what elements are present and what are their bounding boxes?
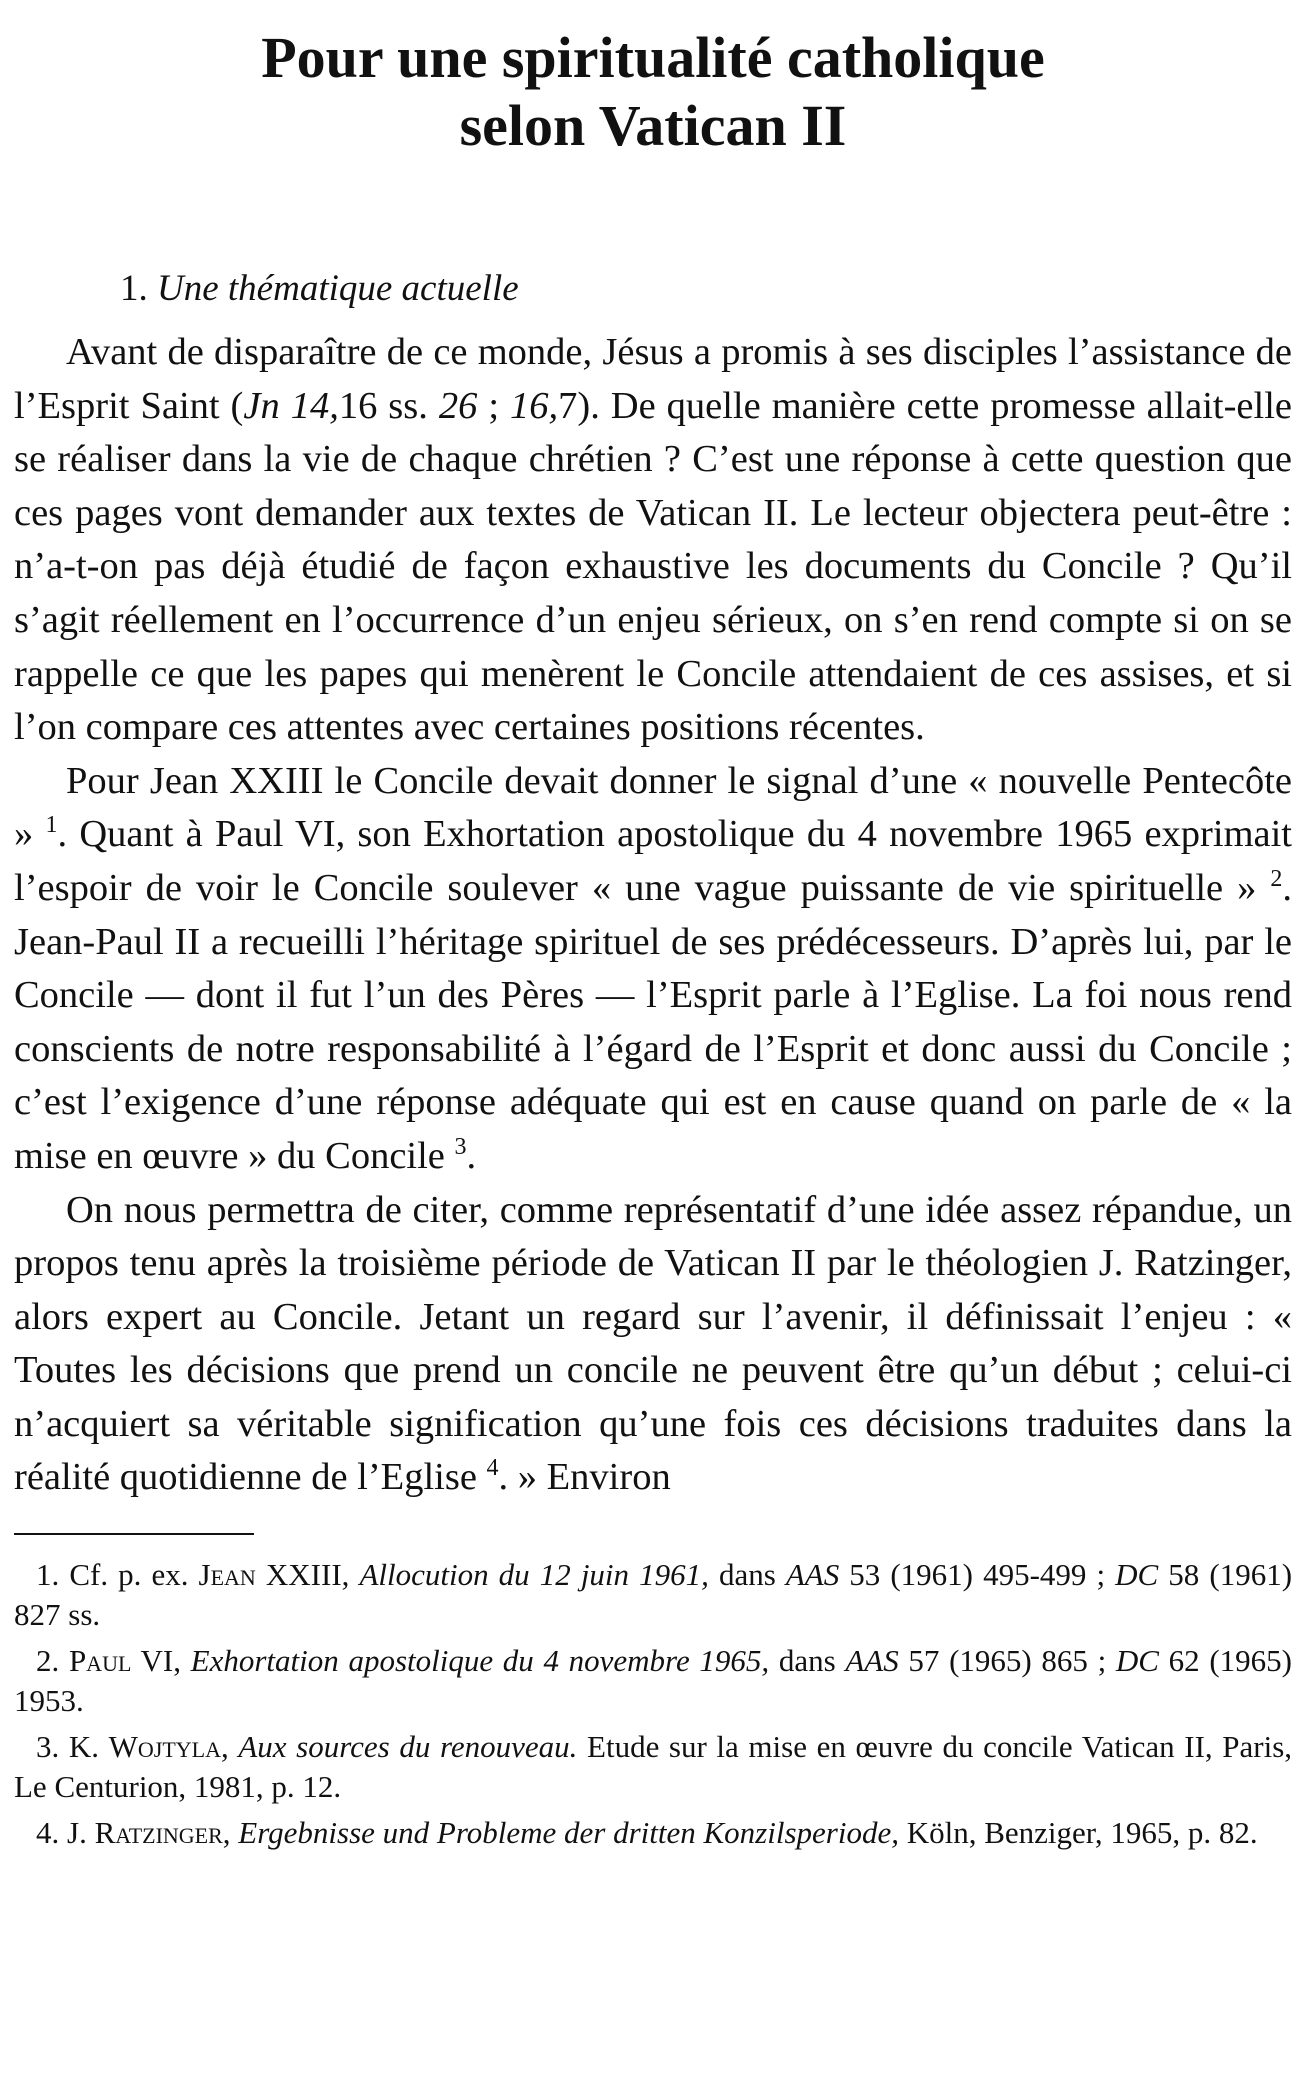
footnote-text: , [222,1815,239,1851]
paragraph-3-text: On nous permettra de citer, comme représentatif d’une idée assez répandue, un propos tenu après la troisième période de Vatican II par le théologien J. Ratzinger, alors expert au Concile. Jetant un regard sur l’avenir, il définissait l’enjeu : « Toutes les décisions que prend un concile ne peuvent être qu’un début ; celui-ci n’acquiert sa véritable signification qu’une fois ces décisions traduites dans la réalité quotidienne de l’Eglise [14,1188,1292,1499]
footnote-text: 57 (1965) 865 ; [898,1643,1116,1679]
body-text [14,326,1292,1505]
section-heading [120,264,1292,314]
footnote-work-title: Aux sources du renouveau. [238,1729,578,1765]
footnote-author: Jean [198,1557,256,1593]
paragraph-2-text: . Jean-Paul II a recueilli l’héritage spirituel de ses prédécesseurs. D’après lui, par le Concile — dont il fut l’un des Pères — l’Esprit parle à l’Eglise. La foi nous rend conscients de notre responsabilité à l’égard de l’Esprit et donc aussi du Concile ; c’est l’exigence d’une réponse adéquate qui est en cause quand on parle de « la mise en œuvre » du Concile [14,866,1292,1177]
footnote-text: VI, [131,1643,191,1679]
journal-name: AAS [845,1643,899,1679]
paragraph-1-text: 16 ss. [338,384,439,427]
section-title: Une thématique actuelle [157,268,519,309]
scripture-reference: Jn 14, [243,384,339,427]
title-line-1: Pour une spiritualité catholique [261,25,1045,90]
paragraph-1 [14,326,1292,755]
footnote-text: 58 (1961) 827 ss. [14,1557,1293,1633]
footnote-work-title: Exhortation apostolique du 4 novembre 1965, [190,1643,770,1679]
paragraph-2-text: . [466,1134,477,1177]
footnote-work-title: Ergebnisse und Probleme der dritten Konzilsperiode, [238,1815,899,1851]
footnote-text: Etude sur la mise en œuvre du concile Vatican II, Paris, Le Centurion, 1981, p. 12. [14,1729,1293,1805]
footnote-number: 4. J. [36,1815,95,1851]
footnote-ref-2[interactable]: 2 [1270,866,1283,893]
footnote-3 [14,1727,1292,1807]
journal-name: AAS [785,1557,840,1593]
paragraph-2-text: Pour Jean XXIII le Concile devait donner le signal d’une « nouvelle Pentecôte » [14,759,1292,856]
footnote-text: dans [769,1643,846,1679]
footnote-text: 62 (1965) 1953. [14,1643,1292,1719]
footnote-number: 3. K. [36,1729,109,1765]
footnote-ref-4[interactable]: 4 [486,1455,499,1482]
footnotes [14,1555,1292,1853]
paragraph-1-text: ; [477,384,510,427]
footnote-ref-3[interactable]: 3 [454,1134,467,1161]
scripture-reference: 26 [438,384,478,427]
footnote-author: Paul [68,1643,132,1679]
scripture-reference: 16, [510,384,559,427]
paragraph-3-text: . » Environ [498,1456,671,1499]
page [14,24,1292,1859]
footnote-author: Wojtyla [108,1729,221,1765]
journal-name: DC [1115,1557,1159,1593]
footnote-divider [14,1533,254,1535]
paragraph-3 [14,1184,1292,1506]
paragraph-1-text: 7). De quelle manière cette promesse allait-elle se réaliser dans la vie de chaque chrétien ? C’est une réponse à cette question que ces pages vont demander aux textes de Vatican II. Le lecteur objectera peut-être : n’a-t-on pas déjà étudié de façon exhaustive les documents du Concile ? Qu’il s’agit réellement en l’occurrence d’un enjeu sérieux, on s’en rend compte si on se rappelle ce que les papes qui menèrent le Concile attendaient de ces assises, et si l’on compare ces attentes avec certaines positions récentes. [14,384,1292,749]
footnote-1 [14,1555,1292,1635]
footnote-text: dans [708,1557,786,1593]
footnote-number: 1. Cf. p. ex. [36,1557,199,1593]
journal-name: DC [1115,1643,1159,1679]
footnote-ref-1[interactable]: 1 [45,812,58,839]
article-title [14,24,1292,160]
title-line-2: selon Vatican II [459,93,847,158]
footnote-work-title: Allocution du 12 juin 1961, [359,1557,709,1593]
footnote-text: XXIII, [255,1557,360,1593]
footnote-text: Köln, Benziger, 1965, p. 82. [898,1815,1258,1851]
footnote-4 [14,1813,1292,1853]
footnote-2 [14,1641,1292,1721]
footnote-text: 53 (1961) 495-499 ; [839,1557,1116,1593]
section-number: 1. [120,268,148,309]
footnote-author: Ratzinger [94,1815,223,1851]
paragraph-2-text: . Quant à Paul VI, son Exhortation apostolique du 4 novembre 1965 exprimait l’espoir de voir le Concile soulever « une vague puissante de vie spirituelle » [14,813,1293,909]
paragraph-1-text: Avant de disparaître de ce monde, Jésus a promis à ses disciples l’assistance de l’Esprit Saint ( [14,331,1292,427]
footnote-text: , [221,1729,239,1765]
paragraph-2 [14,755,1292,1184]
footnote-number: 2. [36,1643,69,1679]
